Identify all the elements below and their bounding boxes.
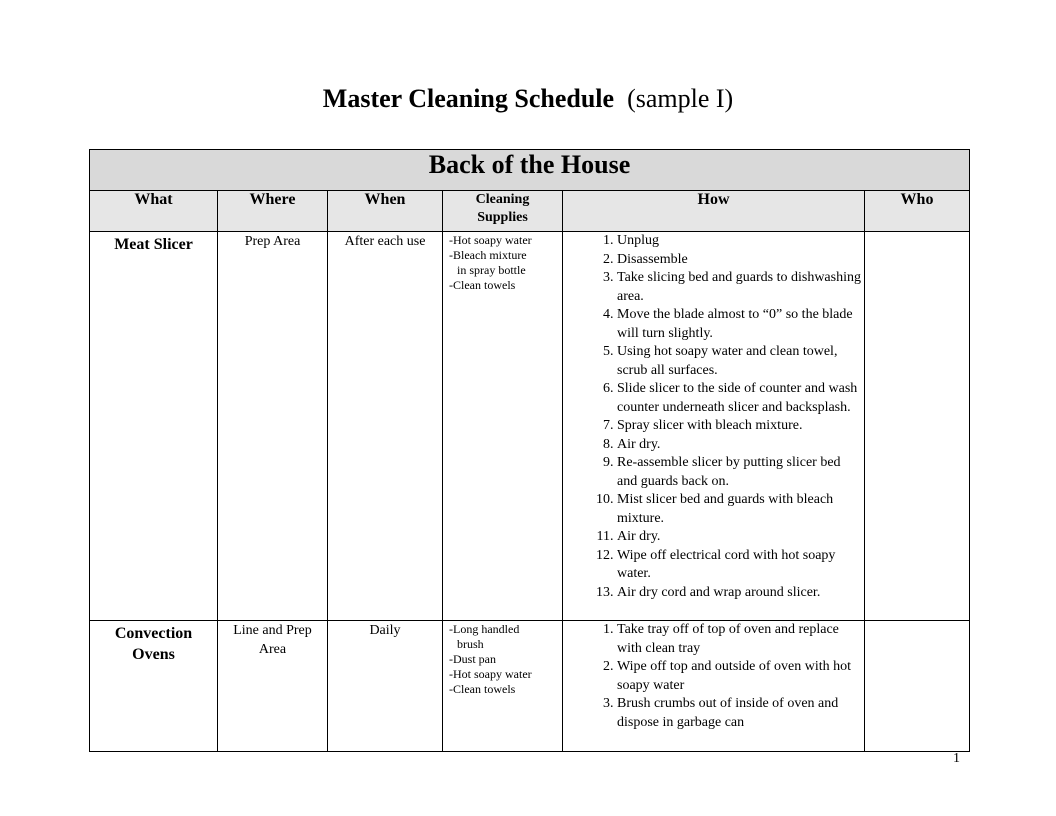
how-step: 9. Re-assemble slicer by putting slicer bed and guards back on. xyxy=(617,454,864,491)
cell-when: Daily xyxy=(328,621,443,752)
supply-item: -Bleach mixture xyxy=(449,248,527,262)
where-line: Line and Prep xyxy=(233,623,312,638)
supply-item: -Hot soapy water xyxy=(449,667,532,681)
cell-how xyxy=(563,232,865,621)
cell-supplies xyxy=(443,232,563,621)
supply-item: -Hot soapy water xyxy=(449,233,532,247)
where-line: Area xyxy=(258,642,287,657)
table-row xyxy=(90,232,970,621)
header-how: How xyxy=(563,191,865,232)
section-title: Back of the House xyxy=(90,150,970,191)
supply-item: brush xyxy=(457,637,484,651)
how-step: 3. Take slicing bed and guards to dishwashing area. xyxy=(617,269,864,306)
cleaning-schedule-table xyxy=(89,149,970,752)
how-step: 4. Move the blade almost to “0” so the blade will turn slightly. xyxy=(617,306,864,343)
how-step: 8. Air dry. xyxy=(617,436,864,455)
how-step: 10. Mist slicer bed and guards with bleach mixture. xyxy=(617,491,864,528)
cell-where xyxy=(218,621,328,752)
section-banner-row xyxy=(90,150,970,191)
title-sub: (sample I) xyxy=(627,84,734,113)
how-step: 1. Unplug xyxy=(617,232,864,251)
cell-supplies xyxy=(443,621,563,752)
cell-how xyxy=(563,621,865,752)
supply-item: -Dust pan xyxy=(449,652,496,666)
how-step: 6. Slide slicer to the side of counter and wash counter underneath slicer and backsplash. xyxy=(617,380,864,417)
how-step: 2. Wipe off top and outside of oven with hot soapy water xyxy=(617,658,864,695)
how-step: 7. Spray slicer with bleach mixture. xyxy=(617,417,864,436)
document-title xyxy=(0,84,1056,114)
header-who: Who xyxy=(865,191,970,232)
cell-who xyxy=(865,621,970,752)
header-what: What xyxy=(90,191,218,232)
supply-item: -Long handled xyxy=(449,622,520,636)
how-steps-list xyxy=(563,621,864,732)
how-step: 11. Air dry. xyxy=(617,528,864,547)
header-row xyxy=(90,191,970,232)
cell-what xyxy=(90,621,218,752)
header-cleaning-supplies xyxy=(443,191,563,232)
header-supplies-line1: Cleaning xyxy=(475,192,530,207)
header-when: When xyxy=(328,191,443,232)
title-main: Master Cleaning Schedule xyxy=(322,84,615,113)
header-supplies-line2: Supplies xyxy=(477,210,528,225)
how-step: 5. Using hot soapy water and clean towel, scrub all surfaces. xyxy=(617,343,864,380)
cell-when: After each use xyxy=(328,232,443,621)
page-number: 1 xyxy=(953,751,960,766)
supply-item: -Clean towels xyxy=(449,278,516,292)
cell-where: Prep Area xyxy=(218,232,328,621)
how-step: 12. Wipe off electrical cord with hot soapy water. xyxy=(617,547,864,584)
supply-item: in spray bottle xyxy=(457,263,526,277)
cell-what: Meat Slicer xyxy=(90,232,218,621)
how-step: 1. Take tray off of top of oven and replace with clean tray xyxy=(617,621,864,658)
how-step: 3. Brush crumbs out of inside of oven and dispose in garbage can xyxy=(617,695,864,732)
supply-item: -Clean towels xyxy=(449,682,516,696)
how-steps-list xyxy=(563,232,864,602)
what-line: Convection xyxy=(114,625,193,642)
how-step: 13. Air dry cord and wrap around slicer. xyxy=(617,584,864,603)
cell-who xyxy=(865,232,970,621)
header-where: Where xyxy=(218,191,328,232)
what-line: Ovens xyxy=(132,646,175,663)
how-step: 2. Disassemble xyxy=(617,251,864,270)
table-row xyxy=(90,621,970,752)
